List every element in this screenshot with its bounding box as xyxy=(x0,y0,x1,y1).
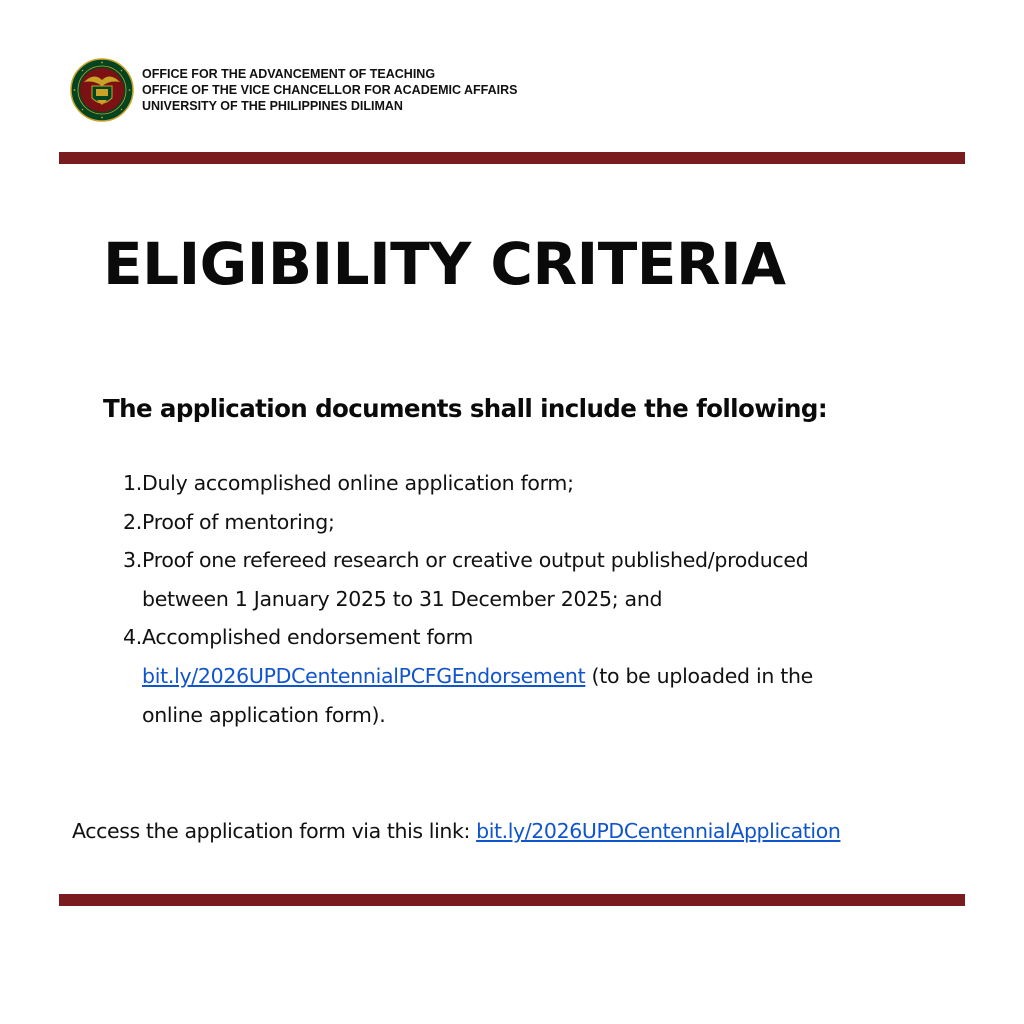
list-item xyxy=(116,464,876,503)
header-line-office-vice-chancellor: OFFICE OF THE VICE CHANCELLOR FOR ACADEMIC AFFAIRS xyxy=(142,83,518,97)
bottom-divider xyxy=(59,894,965,906)
header-line-office-advancement-teaching: OFFICE FOR THE ADVANCEMENT OF TEACHING xyxy=(142,67,436,81)
endorsement-form-link[interactable]: bit.ly/2026UPDCentennialPCFGEndorsement xyxy=(142,663,586,688)
list-item-text xyxy=(142,618,862,734)
page-title: ELIGIBILITY CRITERIA xyxy=(103,230,786,298)
list-item-number: 3. xyxy=(123,548,142,573)
list-item-number: 1. xyxy=(123,471,142,495)
list-item xyxy=(116,503,876,542)
header-line-university: UNIVERSITY OF THE PHILIPPINES DILIMAN xyxy=(142,99,403,113)
application-form-link[interactable]: bit.ly/2026UPDCentennialApplication xyxy=(476,819,841,843)
list-item-number: 4. xyxy=(123,625,142,650)
access-label: Access the application form via this link: xyxy=(72,819,470,843)
list-item xyxy=(116,541,876,618)
list-item-text: Proof one refereed research or creative output published/produced between 1 January 2025 to 31 December 2025; and xyxy=(142,548,809,611)
list-item-text: Proof of mentoring; xyxy=(142,509,335,534)
list-item-number: 2. xyxy=(123,509,142,534)
access-line xyxy=(72,813,840,849)
top-divider xyxy=(59,152,965,164)
list-item-text: Duly accomplished online application form; xyxy=(142,471,574,495)
office-header xyxy=(142,66,517,114)
endorsement-form-text: Accomplished endorsement form xyxy=(142,625,474,650)
requirements-list xyxy=(116,464,876,734)
endorsement-upload-note: (to be uploaded in the online application form). xyxy=(142,663,813,727)
section-subtitle: The application documents shall include the following: xyxy=(103,394,828,423)
up-seal-icon xyxy=(70,58,134,122)
list-item xyxy=(116,618,876,734)
